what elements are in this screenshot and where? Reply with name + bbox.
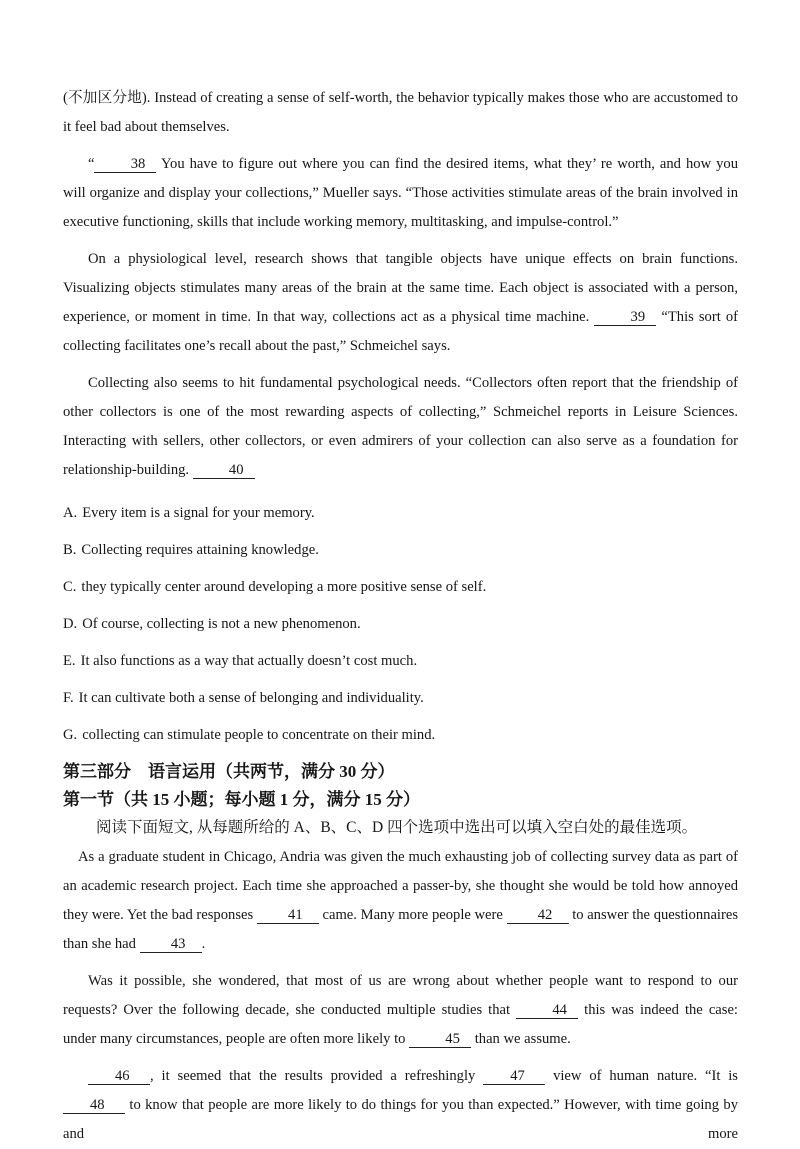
option-C — [63, 573, 738, 602]
cloze-paragraph-2 — [63, 967, 738, 1054]
option-label: B. — [63, 542, 77, 558]
cloze-paragraph-1 — [63, 843, 738, 959]
text-segment: As a graduate student in Chicago, Andria was given the much exhausting job of collecting survey data as part of an academic research project. Each time she approached a passer-by, she thought she would be told how annoyed they were. Yet the bad responses — [63, 849, 738, 923]
text-segment: than we assume. — [471, 1031, 571, 1047]
option-text: Collecting requires attaining knowledge. — [81, 542, 319, 558]
option-label: F. — [63, 690, 74, 706]
option-D — [63, 610, 738, 639]
section-one-header: 第一节（共 15 小题；每小题 1 分，满分 15 分） — [63, 790, 420, 809]
option-text: they typically center around developing a more positive sense of self. — [81, 579, 487, 595]
blank-38: 38 — [94, 156, 156, 173]
option-E — [63, 647, 738, 676]
option-label: A. — [63, 505, 78, 521]
option-B — [63, 536, 738, 565]
option-A — [63, 499, 738, 528]
text-segment: On a physiological level, research shows that tangible objects have unique effects on brain functions. Visualizing objects stimulates many areas of the brain at the same time. Each object is associated with a person, experience, or moment in time. In that way, collections act as a physical time machine. — [63, 251, 738, 325]
option-text: collecting can stimulate people to concentrate on their mind. — [82, 727, 436, 743]
blank-48: 48 — [63, 1097, 125, 1114]
option-label: E. — [63, 653, 76, 669]
option-text: It also functions as a way that actually doesn’t cost much. — [80, 653, 418, 669]
blank-46: 46 — [88, 1068, 150, 1085]
text-segment: Was it possible, she wondered, that most of us are wrong about whether people want to respond to our requests? Over the following decade, she conducted multiple studies that — [63, 973, 738, 1018]
option-label: C. — [63, 579, 77, 595]
paragraph-blank-40 — [63, 369, 738, 485]
cloze-paragraph-3 — [63, 1062, 738, 1149]
option-text: Of course, collecting is not a new phenomenon. — [82, 616, 361, 632]
text-segment: came. Many more people were — [318, 907, 507, 923]
blank-45: 45 — [409, 1031, 471, 1048]
paragraph-blank-39 — [63, 245, 738, 361]
blank-41: 41 — [257, 907, 319, 924]
paragraph-intro-continuation: (不加区分地). Instead of creating a sense of self-worth, the behavior typically makes those who are accustomed to it feel bad about themselves. — [63, 90, 738, 135]
seven-select-options-list — [63, 499, 738, 750]
text-segment: You have to figure out where you can find the desired items, what they’ re worth, and how you will organize and display your collections,” Mueller says. “Those activities stimulate areas of the brain involved in executive functioning, skills that include working memory, multitasking, and impulse-control.” — [63, 156, 738, 230]
cloze-instruction: 阅读下面短文, 从每题所给的 A、B、C、D 四个选项中选出可以填入空白处的最佳选项。 — [96, 819, 698, 836]
blank-40: 40 — [193, 462, 255, 479]
part-three-header: 第三部分 语言运用（共两节，满分 30 分） — [63, 762, 395, 781]
text-segment: to know that people are more likely to do things for you than expected.” However, with time going by and more — [63, 1097, 738, 1142]
option-text: It can cultivate both a sense of belonging and individuality. — [78, 690, 424, 706]
text-segment: to answer the questionnaires than she had — [63, 907, 738, 952]
option-G — [63, 721, 738, 750]
text-segment: “This sort of collecting facilitates one’s recall about the past,” Schmeichel says. — [63, 309, 738, 354]
option-text: Every item is a signal for your memory. — [82, 505, 315, 521]
text-segment: Collecting also seems to hit fundamental psychological needs. “Collectors often report that the friendship of other collectors is one of the most rewarding aspects of collecting,” Schmeichel reports in Leisure Sciences. Interacting with sellers, other collectors, or even admirers of your collection can also serve as a foundation for relationship-building. — [63, 375, 738, 478]
text-segment: this was indeed the case: under many circumstances, people are often more likely to — [63, 1002, 738, 1047]
paragraph-blank-38 — [63, 150, 738, 237]
blank-44: 44 — [516, 1002, 578, 1019]
option-F — [63, 684, 738, 713]
text-segment: . — [201, 936, 206, 952]
blank-47: 47 — [483, 1068, 545, 1085]
blank-42: 42 — [507, 907, 569, 924]
option-label: D. — [63, 616, 78, 632]
blank-43: 43 — [140, 936, 202, 953]
text-segment: , it seemed that the results provided a refreshingly — [150, 1068, 484, 1084]
blank-39: 39 — [594, 309, 656, 326]
option-label: G. — [63, 727, 78, 743]
text-segment: “ — [88, 156, 95, 172]
text-segment: view of human nature. “It is — [545, 1068, 738, 1084]
